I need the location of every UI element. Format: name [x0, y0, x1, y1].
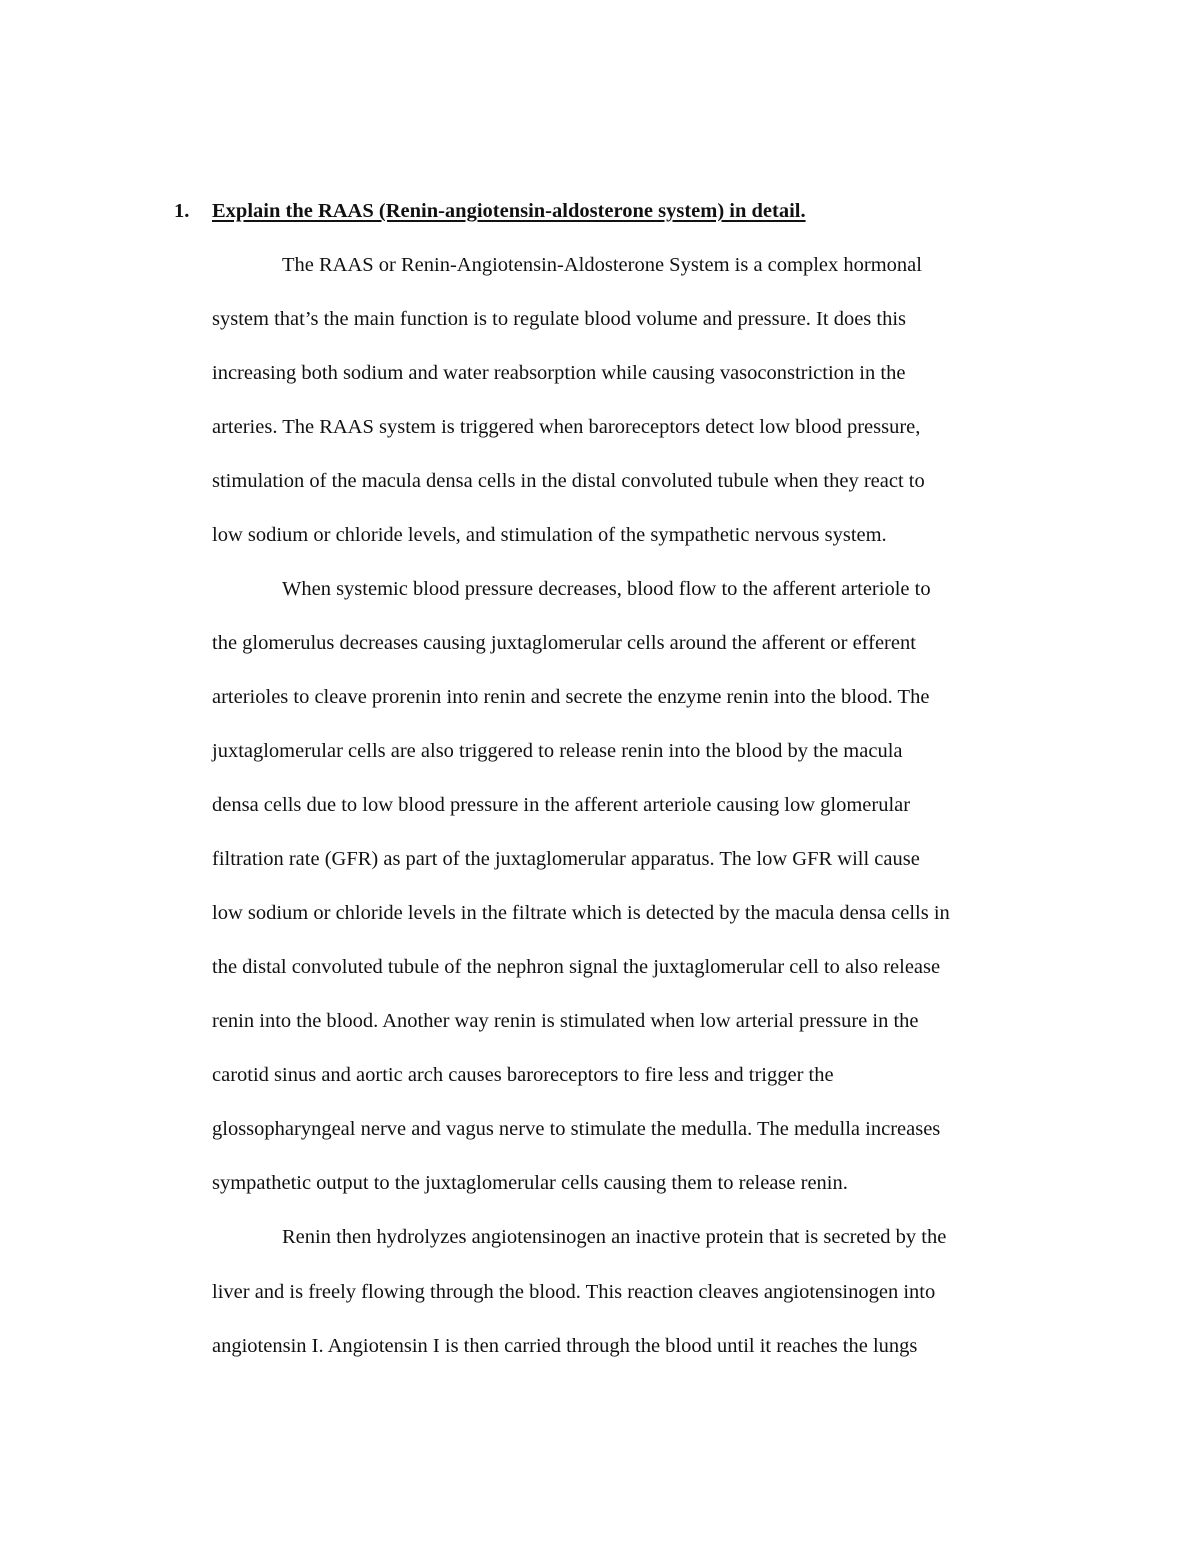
question-title: Explain the RAAS (Renin-angiotensin-aldosterone system) in detail.	[212, 200, 806, 222]
paragraph-1-line-6: low sodium or chloride levels, and stimulation of the sympathetic nervous system.	[212, 524, 887, 546]
paragraph-1-line-3: increasing both sodium and water reabsorption while causing vasoconstriction in the	[212, 362, 906, 384]
paragraph-2-line-3: arterioles to cleave prorenin into renin and secrete the enzyme renin into the blood. The	[212, 686, 930, 708]
paragraph-3-line-2: liver and is freely flowing through the blood. This reaction cleaves angiotensinogen into	[212, 1281, 936, 1303]
paragraph-1-line-5: stimulation of the macula densa cells in the distal convoluted tubule when they react to	[212, 470, 925, 492]
paragraph-1-line-1: The RAAS or Renin-Angiotensin-Aldosterone System is a complex hormonal	[282, 254, 922, 276]
paragraph-2-line-10: carotid sinus and aortic arch causes baroreceptors to fire less and trigger the	[212, 1064, 834, 1086]
paragraph-1-line-2: system that’s the main function is to regulate blood volume and pressure. It does this	[212, 308, 907, 330]
paragraph-2-line-2: the glomerulus decreases causing juxtaglomerular cells around the afferent or efferent	[212, 632, 916, 654]
paragraph-2-line-9: renin into the blood. Another way renin is stimulated when low arterial pressure in the	[212, 1010, 919, 1032]
paragraph-2-line-6: filtration rate (GFR) as part of the juxtaglomerular apparatus. The low GFR will cause	[212, 848, 920, 870]
paragraph-3-line-3: angiotensin I. Angiotensin I is then carried through the blood until it reaches the lungs	[212, 1335, 918, 1357]
question-number: 1.	[174, 200, 190, 222]
paragraph-2-line-5: densa cells due to low blood pressure in the afferent arteriole causing low glomerular	[212, 794, 911, 816]
paragraph-2-line-11: glossopharyngeal nerve and vagus nerve to stimulate the medulla. The medulla increases	[212, 1118, 941, 1140]
paragraph-2-line-7: low sodium or chloride levels in the filtrate which is detected by the macula densa cells in	[212, 902, 950, 924]
paragraph-2-line-8: the distal convoluted tubule of the nephron signal the juxtaglomerular cell to also release	[212, 956, 941, 978]
question-heading	[174, 196, 1064, 226]
paragraph-3-line-1: Renin then hydrolyzes angiotensinogen an inactive protein that is secreted by the	[282, 1226, 947, 1248]
paragraph-2-line-4: juxtaglomerular cells are also triggered to release renin into the blood by the macula	[212, 740, 903, 762]
paragraph-2-line-1: When systemic blood pressure decreases, blood flow to the afferent arteriole to	[282, 578, 931, 600]
paragraph-1-line-4: arteries. The RAAS system is triggered when baroreceptors detect low blood pressure,	[212, 416, 921, 438]
paragraph-2-line-12: sympathetic output to the juxtaglomerular cells causing them to release renin.	[212, 1172, 848, 1194]
